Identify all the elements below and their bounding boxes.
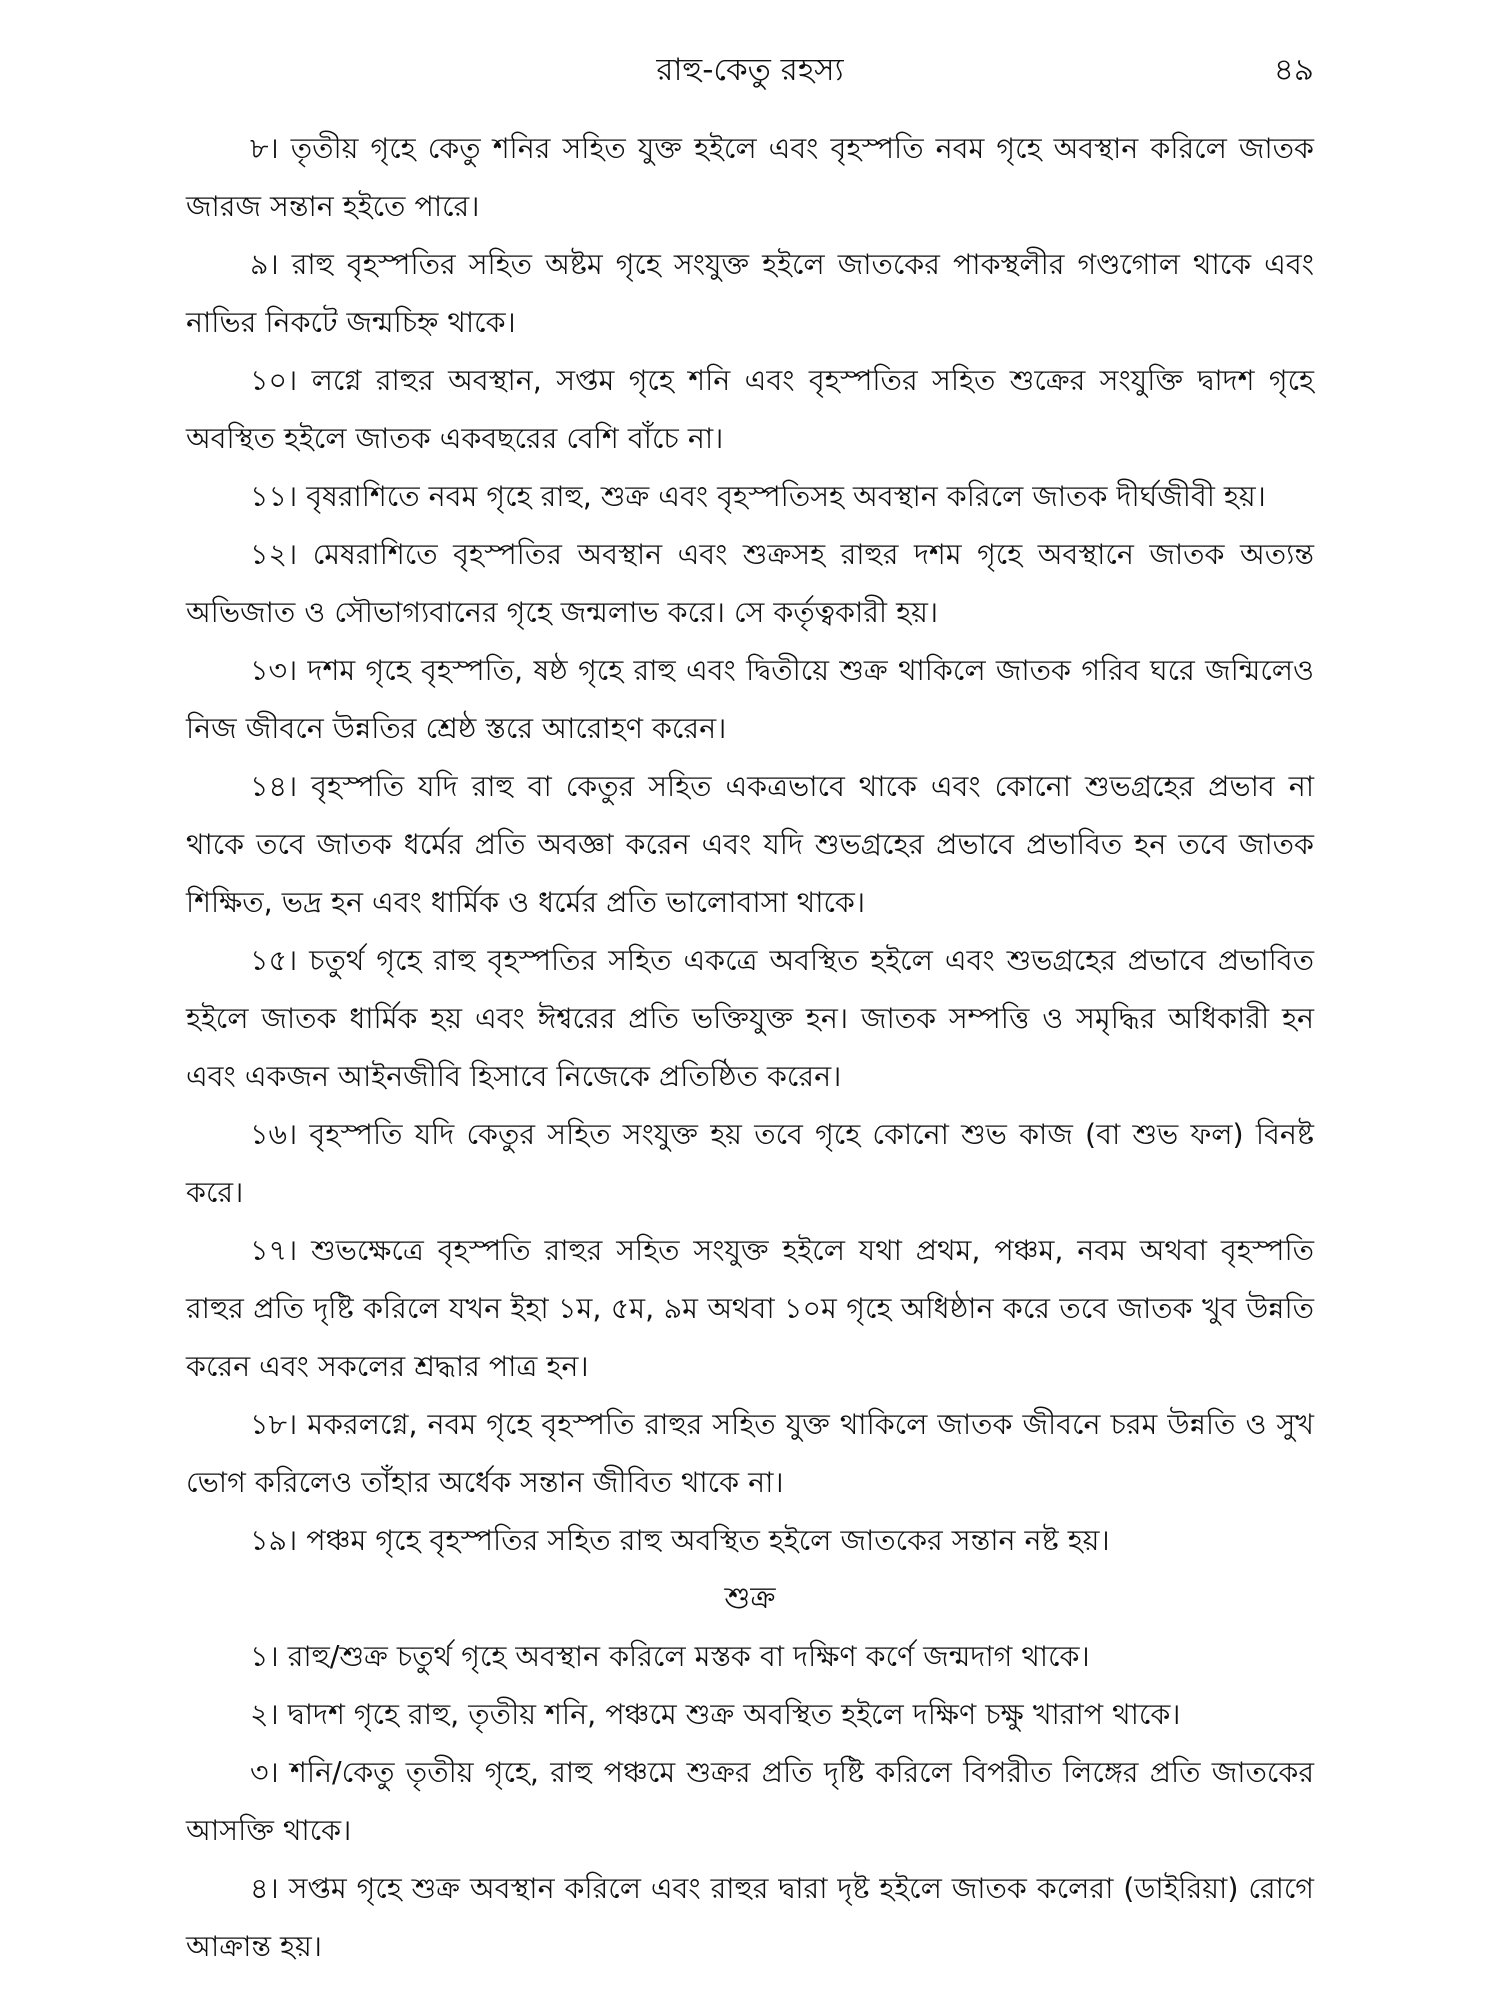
paragraph-19: ১৯। পঞ্চম গৃহে বৃহস্পতির সহিত রাহু অবস্থিত হইলে জাতকের সন্তান নষ্ট হয়। bbox=[250, 1524, 1110, 1557]
venus-paragraph-2: ২। দ্বাদশ গৃহে রাহু, তৃতীয় শনি, পঞ্চমে শুক্র অবস্থিত হইলে দক্ষিণ চক্ষু খারাপ থাকে। bbox=[250, 1698, 1181, 1731]
venus-paragraph-3: ৩। শনি/কেতু তৃতীয় গৃহে, রাহু পঞ্চমে শুক্রর প্রতি দৃষ্টি করিলে বিপরীত লিঙ্গের প্রতি জাতকের আসক্তি থাকে। bbox=[186, 1756, 1314, 1847]
paragraph-17: ১৭। শুভক্ষেত্রে বৃহস্পতি রাহুর সহিত সংযুক্ত হইলে যথা প্রথম, পঞ্চম, নবম অথবা বৃহস্পতি রাহুর প্রতি দৃষ্টি করিলে যখন ইহা ১ম, ৫ম, ৯ম অথবা ১০ম গৃহে অধিষ্ঠান করে তবে জাতক খুব উন্নতি করেন এবং সকলের শ্রদ্ধার পাত্র হন। bbox=[186, 1234, 1314, 1383]
paragraph-8: ৮। তৃতীয় গৃহে কেতু শনির সহিত যুক্ত হইলে এবং বৃহস্পতি নবম গৃহে অবস্থান করিলে জাতক জারজ সন্তান হইতে পারে। bbox=[186, 132, 1314, 223]
page-number: ৪৯ bbox=[1273, 52, 1314, 88]
venus-paragraph-4: ৪। সপ্তম গৃহে শুক্র অবস্থান করিলে এবং রাহুর দ্বারা দৃষ্ট হইলে জাতক কলেরা (ডাইরিয়া) রোগে আক্রান্ত হয়। bbox=[186, 1872, 1314, 1963]
section-heading-venus: শুক্র bbox=[724, 1581, 776, 1616]
paragraph-14: ১৪। বৃহস্পতি যদি রাহু বা কেতুর সহিত একত্রভাবে থাকে এবং কোনো শুভগ্রহের প্রভাব না থাকে তবে জাতক ধর্মের প্রতি অবজ্ঞা করেন এবং যদি শুভগ্রহের প্রভাবে প্রভাবিত হন তবে জাতক শিক্ষিত, ভদ্র হন এবং ধার্মিক ও ধর্মের প্রতি ভালোবাসা থাকে। bbox=[186, 770, 1314, 919]
running-title: রাহু-কেতু রহস্য bbox=[656, 52, 844, 88]
venus-paragraph-1: ১। রাহু/শুক্র চতুর্থ গৃহে অবস্থান করিলে মস্তক বা দক্ষিণ কর্ণে জন্মদাগ থাকে। bbox=[250, 1640, 1090, 1673]
paragraph-11: ১১। বৃষরাশিতে নবম গৃহে রাহু, শুক্র এবং বৃহস্পতিসহ অবস্থান করিলে জাতক দীর্ঘজীবী হয়। bbox=[250, 480, 1266, 513]
page-header bbox=[186, 44, 1314, 96]
paragraph-9: ৯। রাহু বৃহস্পতির সহিত অষ্টম গৃহে সংযুক্ত হইলে জাতকের পাকস্থলীর গণ্ডগোল থাকে এবং নাভির নিকটে জন্মচিহ্ন থাকে। bbox=[186, 248, 1314, 339]
paragraph-15: ১৫। চতুর্থ গৃহে রাহু বৃহস্পতির সহিত একত্রে অবস্থিত হইলে এবং শুভগ্রহের প্রভাবে প্রভাবিত হইলে জাতক ধার্মিক হয় এবং ঈশ্বরের প্রতি ভক্তিযুক্ত হন। জাতক সম্পত্তি ও সমৃদ্ধির অধিকারী হন এবং একজন আইনজীবি হিসাবে নিজেকে প্রতিষ্ঠিত করেন। bbox=[186, 944, 1314, 1093]
paragraph-10: ১০। লগ্নে রাহুর অবস্থান, সপ্তম গৃহে শনি এবং বৃহস্পতির সহিত শুক্রের সংযুক্তি দ্বাদশ গৃহে অবস্থিত হইলে জাতক একবছরের বেশি বাঁচে না। bbox=[186, 364, 1314, 455]
page-body bbox=[186, 120, 1314, 1976]
paragraph-16: ১৬। বৃহস্পতি যদি কেতুর সহিত সংযুক্ত হয় তবে গৃহে কোনো শুভ কাজ (বা শুভ ফল) বিনষ্ট করে। bbox=[186, 1118, 1314, 1209]
paragraph-13: ১৩। দশম গৃহে বৃহস্পতি, ষষ্ঠ গৃহে রাহু এবং দ্বিতীয়ে শুক্র থাকিলে জাতক গরিব ঘরে জন্মিলেও নিজ জীবনে উন্নতির শ্রেষ্ঠ স্তরে আরোহণ করেন। bbox=[186, 654, 1314, 745]
paragraph-18: ১৮। মকরলগ্নে, নবম গৃহে বৃহস্পতি রাহুর সহিত যুক্ত থাকিলে জাতক জীবনে চরম উন্নতি ও সুখ ভোগ করিলেও তাঁহার অর্ধেক সন্তান জীবিত থাকে না। bbox=[186, 1408, 1314, 1499]
paragraph-12: ১২। মেষরাশিতে বৃহস্পতির অবস্থান এবং শুক্রসহ রাহুর দশম গৃহে অবস্থানে জাতক অত্যন্ত অভিজাত ও সৌভাগ্যবানের গৃহে জন্মলাভ করে। সে কর্তৃত্বকারী হয়। bbox=[186, 538, 1314, 629]
